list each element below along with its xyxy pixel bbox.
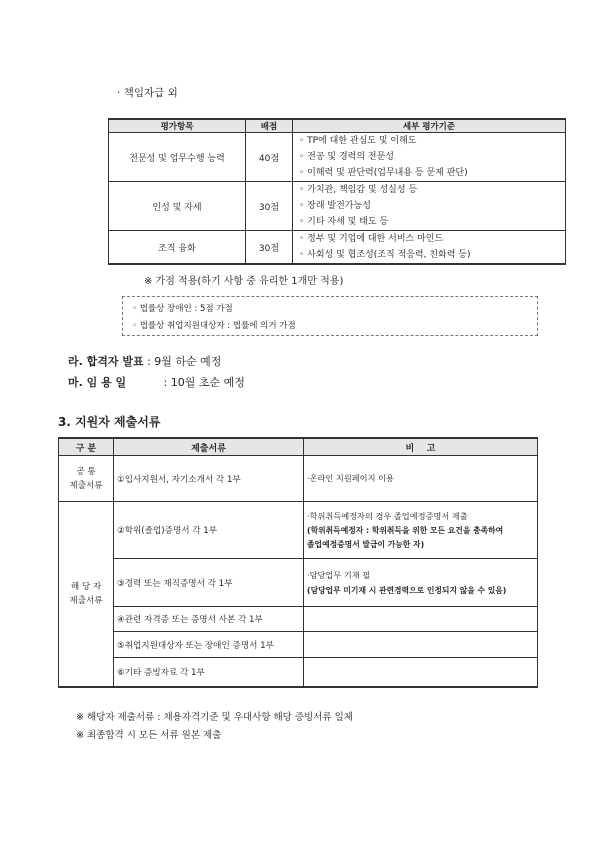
- evaluation-table: [108, 118, 566, 265]
- eval-item: 조직 융화: [109, 231, 246, 265]
- table-row: [109, 182, 566, 231]
- criteria-line: ◦ 사회성 및 협조성(조직 적응력, 친화력 등): [299, 250, 471, 260]
- category-line: 제출서류: [69, 480, 103, 491]
- bonus-note: ※ 가점 적용(하기 사항 중 유리한 1개만 적용): [144, 276, 344, 287]
- remark-line: ·학위취득예정자의 경우 졸업예정증명서 제출: [307, 510, 468, 521]
- eval-score: 30점: [246, 182, 293, 231]
- criteria-line: ◦ 장래 발전가능성: [299, 201, 371, 211]
- section-title: 3. 지원자 제출서류: [58, 415, 161, 429]
- category-line: 제출서류: [69, 595, 103, 606]
- intro-text: · 책임자급 외: [117, 87, 178, 99]
- document-cell: ①입사지원서, 자기소개서 각 1부: [114, 456, 304, 502]
- category-line: 해 당 자: [70, 581, 102, 592]
- remark-cell: ·온라인 지원페이지 이용: [304, 456, 538, 502]
- header-criteria: 세부 평가기준: [293, 119, 566, 133]
- header-item: 평가항목: [109, 119, 246, 133]
- table-row: [59, 502, 538, 559]
- remark-bold-line: (담당업무 미기재 시 관련경력으로 인정되지 않을 수 있음): [307, 585, 507, 595]
- remark-cell: [304, 502, 538, 559]
- document-cell: ②학위(졸업)증명서 각 1부: [114, 502, 304, 559]
- criteria-line: ◦ TP에 대한 관심도 및 이해도: [299, 136, 417, 146]
- table-header-row: [59, 438, 538, 456]
- eval-score: 40점: [246, 133, 293, 182]
- category-cell: [59, 502, 114, 687]
- header-category: 구 분: [59, 438, 114, 456]
- remark-cell: [304, 559, 538, 607]
- criteria-line: ◦ 기타 자세 및 태도 등: [299, 217, 389, 227]
- table-row: [59, 632, 538, 658]
- footnote: ※ 해당자 제출서류 : 채용자격기준 및 우대사항 해당 증빙서류 일체: [76, 712, 353, 723]
- bonus-item: ◦ 법률상 취업지원대상자 : 법률에 의거 가점: [132, 321, 296, 331]
- eval-score: 30점: [246, 231, 293, 265]
- schedule-value: : 10월 초순 예정: [163, 376, 245, 389]
- eval-item: 인성 및 자세: [109, 182, 246, 231]
- schedule-announce: [68, 353, 221, 369]
- schedule-label: 마. 임 용 일: [68, 376, 127, 389]
- table-header-row: [109, 119, 566, 133]
- remark-line: ·담당업무 기재 필: [307, 569, 371, 580]
- schedule-label: 라. 합격자 발표: [68, 355, 144, 368]
- criteria-line: ◦ 이해력 및 판단력(업무내용 등 문제 판단): [299, 168, 468, 178]
- table-row: [109, 231, 566, 265]
- bonus-item: ◦ 법률상 장애인 : 5점 가점: [132, 304, 233, 314]
- criteria-line: ◦ 가치관, 책임감 및 성실성 등: [299, 185, 418, 195]
- document-cell: ③경력 또는 재직증명서 각 1부: [114, 559, 304, 607]
- table-row: [59, 559, 538, 607]
- schedule-appointment: [68, 374, 245, 390]
- footnote: ※ 최종합격 시 모든 서류 원본 제출: [76, 730, 222, 741]
- criteria-line: ◦ 전공 및 경력의 전문성: [299, 152, 394, 162]
- category-line: 공 통: [76, 466, 96, 477]
- table-row: [59, 456, 538, 502]
- bonus-box: [122, 296, 538, 336]
- document-cell: ⑥기타 증빙자료 각 1부: [114, 658, 304, 687]
- remark-bold-line: (학위취득예정자 : 학위취득을 위한 모든 요건을 충족하여: [307, 525, 504, 535]
- table-row: [59, 658, 538, 687]
- document-cell: ④관련 자격증 또는 증명서 사본 각 1부: [114, 607, 304, 632]
- schedule-value: : 9월 하순 예정: [147, 355, 222, 368]
- table-row: [109, 133, 566, 182]
- remark-bold-line: 졸업예정증명서 발급이 가능한 자): [307, 539, 425, 549]
- eval-criteria: [293, 133, 566, 182]
- header-remarks: 비 고: [304, 438, 538, 456]
- eval-item: 전문성 및 업무수행 능력: [109, 133, 246, 182]
- remark-cell: [304, 632, 538, 658]
- remark-cell: [304, 607, 538, 632]
- header-documents: 제출서류: [114, 438, 304, 456]
- table-row: [59, 607, 538, 632]
- document-cell: ⑤취업지원대상자 또는 장애인 증명서 1부: [114, 632, 304, 658]
- header-score: 배점: [246, 119, 293, 133]
- criteria-line: ◦ 정부 및 기업에 대한 서비스 마인드: [299, 234, 444, 244]
- remark-cell: [304, 658, 538, 687]
- category-cell: [59, 456, 114, 502]
- eval-criteria: [293, 231, 566, 265]
- documents-table: [58, 437, 538, 688]
- eval-criteria: [293, 182, 566, 231]
